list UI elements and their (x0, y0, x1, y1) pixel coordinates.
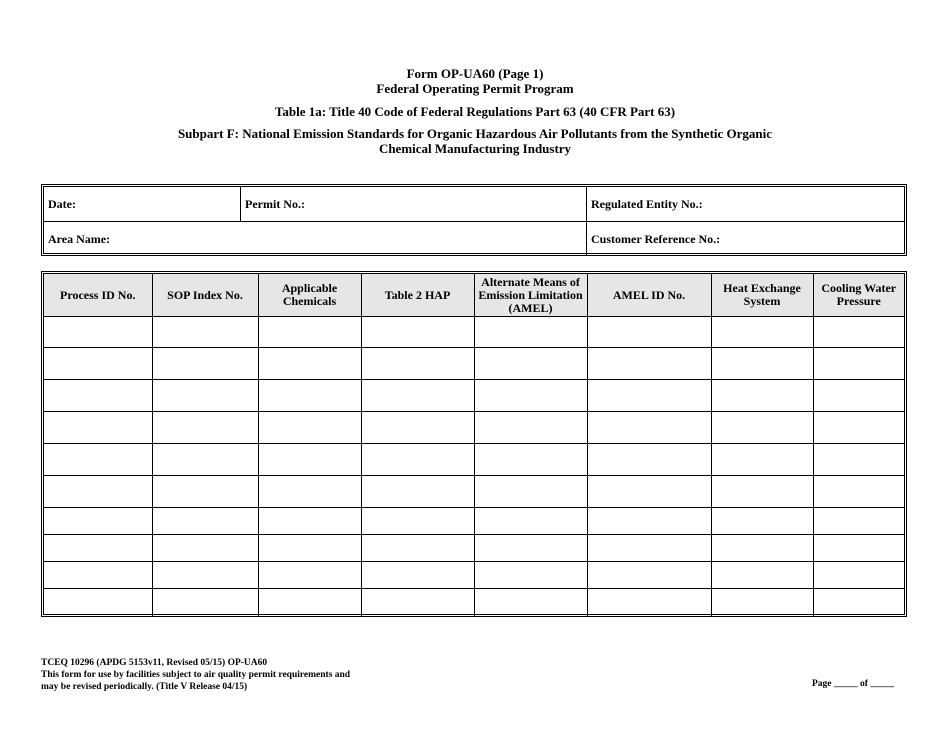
table-cell[interactable] (361, 562, 474, 589)
table-row (44, 476, 904, 508)
table-cell[interactable] (813, 589, 904, 616)
table-cell[interactable] (361, 589, 474, 616)
table-cell[interactable] (258, 589, 361, 616)
table-cell[interactable] (813, 562, 904, 589)
table-cell[interactable] (258, 412, 361, 444)
table-cell[interactable] (361, 535, 474, 562)
table-row (44, 508, 904, 535)
table-cell[interactable] (587, 348, 711, 380)
table-cell[interactable] (711, 589, 813, 616)
table-cell[interactable] (813, 348, 904, 380)
table-cell[interactable] (813, 508, 904, 535)
table-cell[interactable] (711, 508, 813, 535)
table-cell[interactable] (474, 535, 587, 562)
table-cell[interactable] (258, 444, 361, 476)
form-title-block (0, 66, 950, 96)
table-body (44, 317, 904, 616)
form-title: Form OP-UA60 (Page 1) (406, 66, 544, 81)
date-label: Date: (48, 196, 76, 211)
footer-form-id: TCEQ 10296 (APDG 5153v11, Revised 05/15) OP-UA60 (41, 658, 268, 668)
table-row (44, 562, 904, 589)
table-cell[interactable] (258, 476, 361, 508)
table-cell[interactable] (587, 589, 711, 616)
table-cell[interactable] (44, 412, 152, 444)
col-header-amel: Alternate Means of Emission Limitation (AMEL) (474, 274, 587, 317)
table-cell[interactable] (258, 508, 361, 535)
info-row-2 (44, 222, 904, 256)
table-cell[interactable] (711, 562, 813, 589)
table-cell[interactable] (152, 535, 258, 562)
table-cell[interactable] (813, 412, 904, 444)
table-cell[interactable] (813, 317, 904, 348)
col-header-sop-index: SOP Index No. (152, 274, 258, 317)
table-cell[interactable] (474, 317, 587, 348)
program-name: Federal Operating Permit Program (376, 81, 574, 96)
table-cell[interactable] (587, 535, 711, 562)
table-cell[interactable] (258, 380, 361, 412)
form-footer (41, 657, 350, 693)
table-cell[interactable] (152, 444, 258, 476)
subpart-line-2: Chemical Manufacturing Industry (378, 141, 572, 156)
table-cell[interactable] (361, 317, 474, 348)
footer-note-2: may be revised periodically. (Title V Release 04/15) (41, 682, 248, 692)
info-row-1 (44, 187, 904, 222)
table-row (44, 444, 904, 476)
table-cell[interactable] (258, 317, 361, 348)
table-cell[interactable] (813, 444, 904, 476)
table-cell[interactable] (361, 412, 474, 444)
table-title: Table 1a: Title 40 Code of Federal Regulations Part 63 (40 CFR Part 63) (274, 104, 676, 119)
table-cell[interactable] (44, 508, 152, 535)
table-header-row (44, 274, 904, 317)
table-cell[interactable] (587, 317, 711, 348)
table-cell[interactable] (711, 444, 813, 476)
table-cell[interactable] (711, 412, 813, 444)
table-cell[interactable] (587, 476, 711, 508)
area-name-label: Area Name: (48, 231, 111, 246)
permit-number-label: Permit No.: (245, 196, 305, 211)
table-cell[interactable] (474, 348, 587, 380)
table-cell[interactable] (813, 476, 904, 508)
process-grid-box (41, 271, 907, 617)
table-row (44, 589, 904, 616)
table-cell[interactable] (813, 535, 904, 562)
table-cell[interactable] (361, 476, 474, 508)
table-cell[interactable] (587, 562, 711, 589)
table-cell[interactable] (711, 476, 813, 508)
table-cell[interactable] (361, 508, 474, 535)
table-cell[interactable] (361, 348, 474, 380)
regulated-entity-field[interactable] (586, 187, 904, 221)
table-cell[interactable] (152, 317, 258, 348)
table-cell[interactable] (711, 348, 813, 380)
page-number: Page _____ of _____ (812, 679, 895, 689)
table-cell[interactable] (152, 589, 258, 616)
table-cell[interactable] (711, 317, 813, 348)
table-cell[interactable] (587, 412, 711, 444)
col-header-cooling-water: Cooling Water Pressure (813, 274, 904, 317)
table-cell[interactable] (152, 380, 258, 412)
entity-info-box (41, 184, 907, 256)
table-cell[interactable] (44, 348, 152, 380)
table-cell[interactable] (587, 508, 711, 535)
subpart-title (0, 126, 950, 156)
footer-note-1: This form for use by facilities subject to air quality permit requirements and (41, 670, 351, 680)
table-cell[interactable] (587, 444, 711, 476)
table-cell[interactable] (587, 380, 711, 412)
table-cell[interactable] (44, 380, 152, 412)
table-cell[interactable] (44, 589, 152, 616)
table-cell[interactable] (361, 444, 474, 476)
table-cell[interactable] (813, 380, 904, 412)
table-cell[interactable] (44, 535, 152, 562)
table-cell[interactable] (152, 348, 258, 380)
table-cell[interactable] (152, 412, 258, 444)
table-cell[interactable] (474, 380, 587, 412)
table-row (44, 348, 904, 380)
table-cell[interactable] (258, 348, 361, 380)
table-cell[interactable] (152, 476, 258, 508)
table-cell[interactable] (152, 562, 258, 589)
table-cell[interactable] (474, 412, 587, 444)
table-cell[interactable] (474, 589, 587, 616)
table-row (44, 535, 904, 562)
table-cell[interactable] (44, 444, 152, 476)
table-row (44, 412, 904, 444)
customer-reference-field[interactable] (586, 222, 904, 256)
permit-number-field[interactable] (240, 187, 586, 221)
area-name-field[interactable] (44, 222, 586, 256)
table-cell[interactable] (152, 508, 258, 535)
table-cell[interactable] (258, 535, 361, 562)
table-cell[interactable] (474, 508, 587, 535)
process-table (44, 274, 904, 616)
table-row (44, 317, 904, 348)
table-row (44, 380, 904, 412)
table-cell[interactable] (44, 476, 152, 508)
col-header-amel-id: AMEL ID No. (587, 274, 711, 317)
regulated-entity-label: Regulated Entity No.: (591, 196, 703, 211)
table-cell[interactable] (44, 562, 152, 589)
col-header-heat-exchange: Heat Exchange System (711, 274, 813, 317)
table-cell[interactable] (44, 317, 152, 348)
table-cell[interactable] (474, 476, 587, 508)
table-cell[interactable] (711, 535, 813, 562)
col-header-process-id: Process ID No. (44, 274, 152, 317)
col-header-table2-hap: Table 2 HAP (361, 274, 474, 317)
table-cell[interactable] (258, 562, 361, 589)
table-cell[interactable] (474, 562, 587, 589)
table-cell[interactable] (711, 380, 813, 412)
col-header-applicable-chemicals: Applicable Chemicals (258, 274, 361, 317)
table-cell[interactable] (474, 444, 587, 476)
date-field[interactable] (44, 187, 240, 221)
customer-reference-label: Customer Reference No.: (591, 231, 721, 246)
table-cell[interactable] (361, 380, 474, 412)
subpart-line-1: Subpart F: National Emission Standards for Organic Hazardous Air Pollutants from the Synthetic Organic (177, 126, 773, 141)
